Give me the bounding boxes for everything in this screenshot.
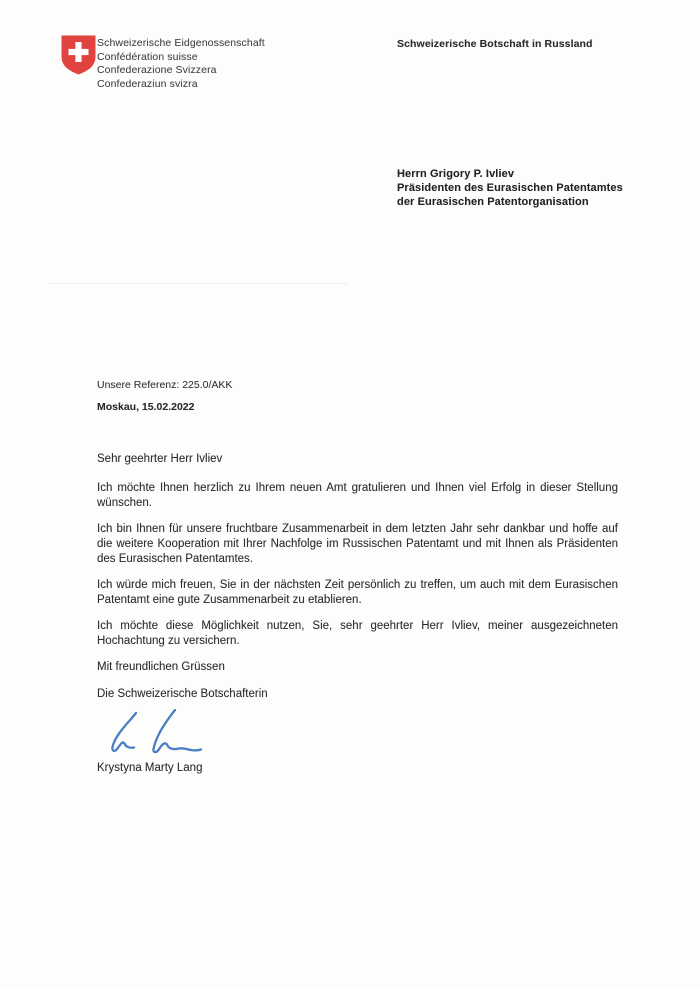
sender-name: Krystyna Marty Lang xyxy=(97,762,203,774)
salutation: Sehr geehrter Herr Ivliev xyxy=(97,453,223,465)
confederation-name-block xyxy=(97,37,265,91)
paragraph-4: Ich möchte diese Möglichkeit nutzen, Sie, sehr geehrter Herr Ivliev, meiner ausgezeichneten Hochachtung zu versichern. xyxy=(97,620,618,647)
closing-salutation: Mit freundlichen Grüssen xyxy=(97,661,225,673)
swiss-shield-icon xyxy=(60,34,97,76)
paragraph-3: Ich würde mich freuen, Sie in der nächsten Zeit persönlich zu treffen, um auch mit dem Eurasischen Patentamt eine gute Zusammenarbeit zu etablieren. xyxy=(97,579,618,606)
sender-title: Die Schweizerische Botschafterin xyxy=(97,688,268,700)
signature-ink xyxy=(112,710,201,752)
recipient-org: der Eurasischen Patentorganisation xyxy=(397,195,589,208)
org-line-rm: Confederaziun svizra xyxy=(97,77,198,90)
org-line-it: Confederazione Svizzera xyxy=(97,64,217,76)
org-line-fr: Confédération suisse xyxy=(97,50,198,63)
recipient-name: Herrn Grigory P. Ivliev xyxy=(397,168,515,180)
cross-horizontal xyxy=(69,49,89,55)
reference-line: Unsere Referenz: 225.0/AKK xyxy=(97,379,233,391)
paragraph-1: Ich möchte Ihnen herzlich zu Ihrem neuen Amt gratulieren und Ihnen viel Erfolg in dieser Stellung wünschen. xyxy=(97,482,618,509)
embassy-header: Schweizerische Botschaft in Russland xyxy=(397,38,593,50)
signature-strokes-icon xyxy=(99,709,211,761)
letter-body xyxy=(97,452,618,776)
recipient-address-block xyxy=(397,168,623,209)
recipient-title: Präsidenten des Eurasischen Patentamtes xyxy=(397,181,623,194)
swiss-confederation-logo xyxy=(60,34,97,76)
scan-artifact-line xyxy=(48,283,348,284)
paragraph-2: Ich bin Ihnen für unsere fruchtbare Zusammenarbeit in dem letzten Jahr sehr dankbar und hoffe auf die weitere Kooperation mit Ihrer Nachfolge im Russischen Patentamt und mit Ihnen als Präsidenten des Eurasischen Patentamtes. xyxy=(97,523,618,565)
handwritten-signature xyxy=(99,709,618,761)
org-line-de: Schweizerische Eidgenossenschaft xyxy=(97,37,265,49)
place-date-line: Moskau, 15.02.2022 xyxy=(97,401,195,413)
